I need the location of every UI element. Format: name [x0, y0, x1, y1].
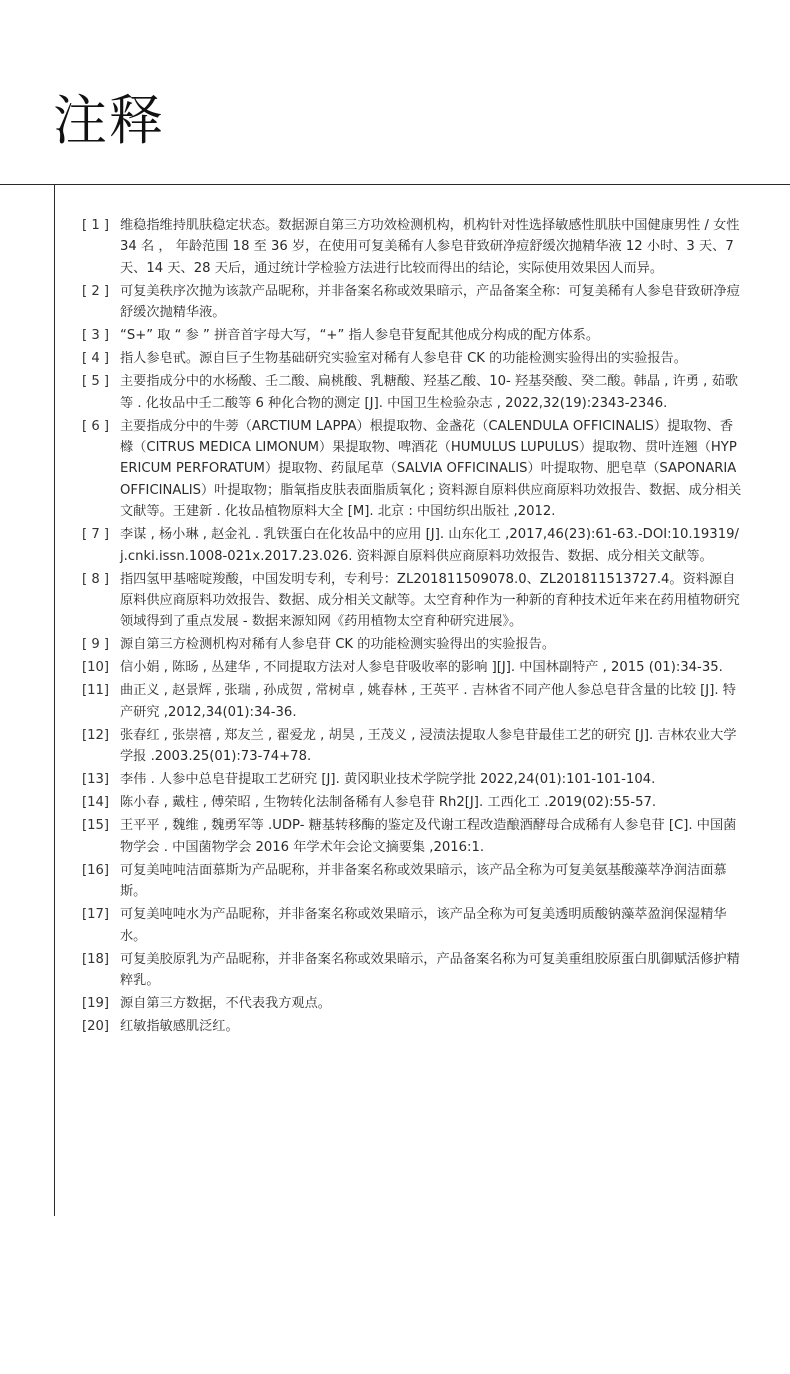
note-item-2 [82, 281, 744, 324]
note-item-16 [82, 860, 744, 903]
note-text: 可复美胶原乳为产品昵称，并非备案名称或效果暗示，产品备案名称为可复美重组胶原蛋白肌御赋活修护精粹乳。 [120, 951, 740, 988]
note-text: 红敏指敏感肌泛红。 [120, 1018, 239, 1034]
note-text: 主要指成分中的牛蒡（ARCTIUM LAPPA）根提取物、金盏花（CALENDULA OFFICINALIS）提取物、香橼（CITRUS MEDICA LIMONUM）果提取物、啤酒花（HUMULUS LUPULUS）提取物、贯叶连翘（HYPERICUM PERFORATUM）提取物、药鼠尾草（SALVIA OFFICINALIS）叶提取物、肥皂草（SAPONARIA OFFICINALIS）叶提取物；脂氧指皮肤表面脂质氧化 ; 资料源自原料供应商原料功效报告、数据、成分相关文献等。王建新 . 化妆品植物原料大全 [M]. 北京 : 中国纺织出版社 ,2012. [120, 418, 742, 520]
note-text: 陈小春 , 戴柱 , 傅荣昭 , 生物转化法制备稀有人参皂苷 Rh2[J]. 工西化工 .2019(02):55-57. [120, 795, 657, 811]
note-item-10 [82, 657, 744, 678]
note-number: [ 8 ] [82, 571, 110, 587]
page-title: 注释 [53, 89, 165, 152]
note-item-1 [82, 215, 744, 279]
note-item-8 [82, 569, 744, 633]
note-item-11 [82, 680, 744, 723]
note-text: “S+” 取 “ 参 ” 拼音首字母大写，“+” 指人参皂苷复配其他成分构成的配方体系。 [120, 328, 600, 344]
note-number: [ 7 ] [82, 527, 110, 543]
note-number: [15] [82, 818, 110, 834]
note-number: [ 5 ] [82, 374, 110, 390]
note-item-13 [82, 769, 744, 790]
note-number: [19] [82, 995, 110, 1011]
note-item-6 [82, 416, 744, 523]
note-number: [ 1 ] [82, 218, 110, 233]
note-text: 主要指成分中的水杨酸、壬二酸、扁桃酸、乳糖酸、羟基乙酸、10- 羟基癸酸、癸二酸。韩晶 , 许勇 , 茹歌等 . 化妆品中壬二酸等 6 种化合物的测定 [J]. 中国卫生检验杂志 , 2022,32(19):2343-2346. [120, 374, 738, 411]
note-number: [13] [82, 772, 110, 788]
note-item-17 [82, 904, 744, 947]
note-text: 指人参皂甙。源自巨子生物基础研究实验室对稀有人参皂苷 CK 的功能检测实验得出的实验报告。 [120, 351, 687, 367]
note-number: [ 4 ] [82, 351, 110, 367]
note-text: 曲正义 , 赵景辉 , 张瑞 , 孙成贺 , 常树卓 , 姚春林 , 王英平 . 吉林省不同产他人参总皂苷含量的比较 [J]. 特产研究 ,2012,34(01):34-36. [120, 683, 736, 720]
note-text: 信小娟 , 陈旸 , 丛建华 , 不同提取方法对人参皂苷吸收率的影响 ][J]. 中国林副特产 , 2015 (01):34-35. [120, 660, 723, 676]
note-text: 可复美吨吨水为产品昵称，并非备案名称或效果暗示，该产品全称为可复美透明质酸钠藻萃盈润保湿精华水。 [120, 907, 727, 944]
note-item-14 [82, 792, 744, 813]
note-item-12 [82, 725, 744, 768]
note-item-5 [82, 371, 744, 414]
note-number: [ 3 ] [82, 328, 110, 344]
note-number: [16] [82, 862, 110, 878]
note-number: [18] [82, 951, 110, 967]
note-item-7 [82, 524, 744, 567]
note-item-3 [82, 325, 744, 346]
left-divider [54, 184, 55, 1216]
note-number: [17] [82, 907, 110, 923]
note-number: [12] [82, 727, 110, 743]
top-divider [0, 184, 790, 185]
note-number: [14] [82, 795, 110, 811]
note-text: 可复美秩序次抛为该款产品昵称，并非备案名称或效果暗示，产品备案全称：可复美稀有人参皂苷致研净痘舒缓次抛精华液。 [120, 283, 740, 321]
note-item-15 [82, 815, 744, 858]
note-text: 王平平 , 魏维 , 魏勇军等 .UDP- 糖基转移酶的鉴定及代谢工程改造酿酒酵母合成稀有人参皂苷 [C]. 中国菌物学会 . 中国菌物学会 2016 年学术年会论文摘要集 ,2016:1. [120, 818, 737, 855]
note-text: 源自第三方检测机构对稀有人参皂苷 CK 的功能检测实验得出的实验报告。 [120, 637, 556, 653]
note-text: 张春红 , 张崇禧 , 郑友兰 , 翟爱龙 , 胡昊 , 王茂义 , 浸渍法提取人参皂苷最佳工艺的研究 [J]. 吉林农业大学学报 .2003.25(01):73-74+78. [120, 727, 737, 765]
note-item-9 [82, 634, 744, 655]
note-text: 源自第三方数据，不代表我方观点。 [120, 995, 331, 1011]
note-number: [ 9 ] [82, 637, 110, 653]
note-number: [20] [82, 1018, 110, 1034]
notes-list [82, 215, 744, 1039]
note-text: 李谋 , 杨小琳 , 赵金礼 . 乳铁蛋白在化妆品中的应用 [J]. 山东化工 ,2017,46(23):61-63.-DOI:10.19319/j.cnki.issn.1008-021x.2017.23.026. 资料源自原料供应商原料功效报告、数据、成分相关文献等。 [120, 527, 739, 564]
note-item-20 [82, 1016, 744, 1037]
note-number: [10] [82, 660, 110, 676]
note-item-18 [82, 949, 744, 992]
note-number: [ 6 ] [82, 418, 110, 434]
note-text: 维稳指维持肌肤稳定状态。数据源自第三方功效检测机构，机构针对性选择敏感性肌肤中国健康男性 / 女性 34 名 ， 年龄范围 18 至 36 岁，在使用可复美稀有人参皂苷致研净痘舒缓次抛精华液 12 小时、3 天、7 天、14 天、28 天后，通过统计学检验方法进行比较而得出的结论，实际使用效果因人而异。 [120, 218, 740, 276]
note-text: 李伟 . 人参中总皂苷提取工艺研究 [J]. 黄冈职业技术学院学批 2022,24(01):101-101-104. [120, 772, 656, 788]
note-text: 指四氢甲基嘧啶羧酸，中国发明专利，专利号：ZL201811509078.0、ZL201811513727.4。资料源自原料供应商原料功效报告、数据、成分相关文献等。太空育种作为一种新的育种技术近年来在药用植物研究领域得到了重点发展 - 数据来源知网《药用植物太空育种研究进展》。 [120, 571, 740, 630]
note-number: [11] [82, 683, 110, 699]
note-text: 可复美吨吨洁面慕斯为产品昵称，并非备案名称或效果暗示，该产品全称为可复美氨基酸藻萃净润洁面慕斯。 [120, 862, 727, 900]
note-item-19 [82, 993, 744, 1014]
note-number: [ 2 ] [82, 283, 110, 299]
note-item-4 [82, 348, 744, 369]
